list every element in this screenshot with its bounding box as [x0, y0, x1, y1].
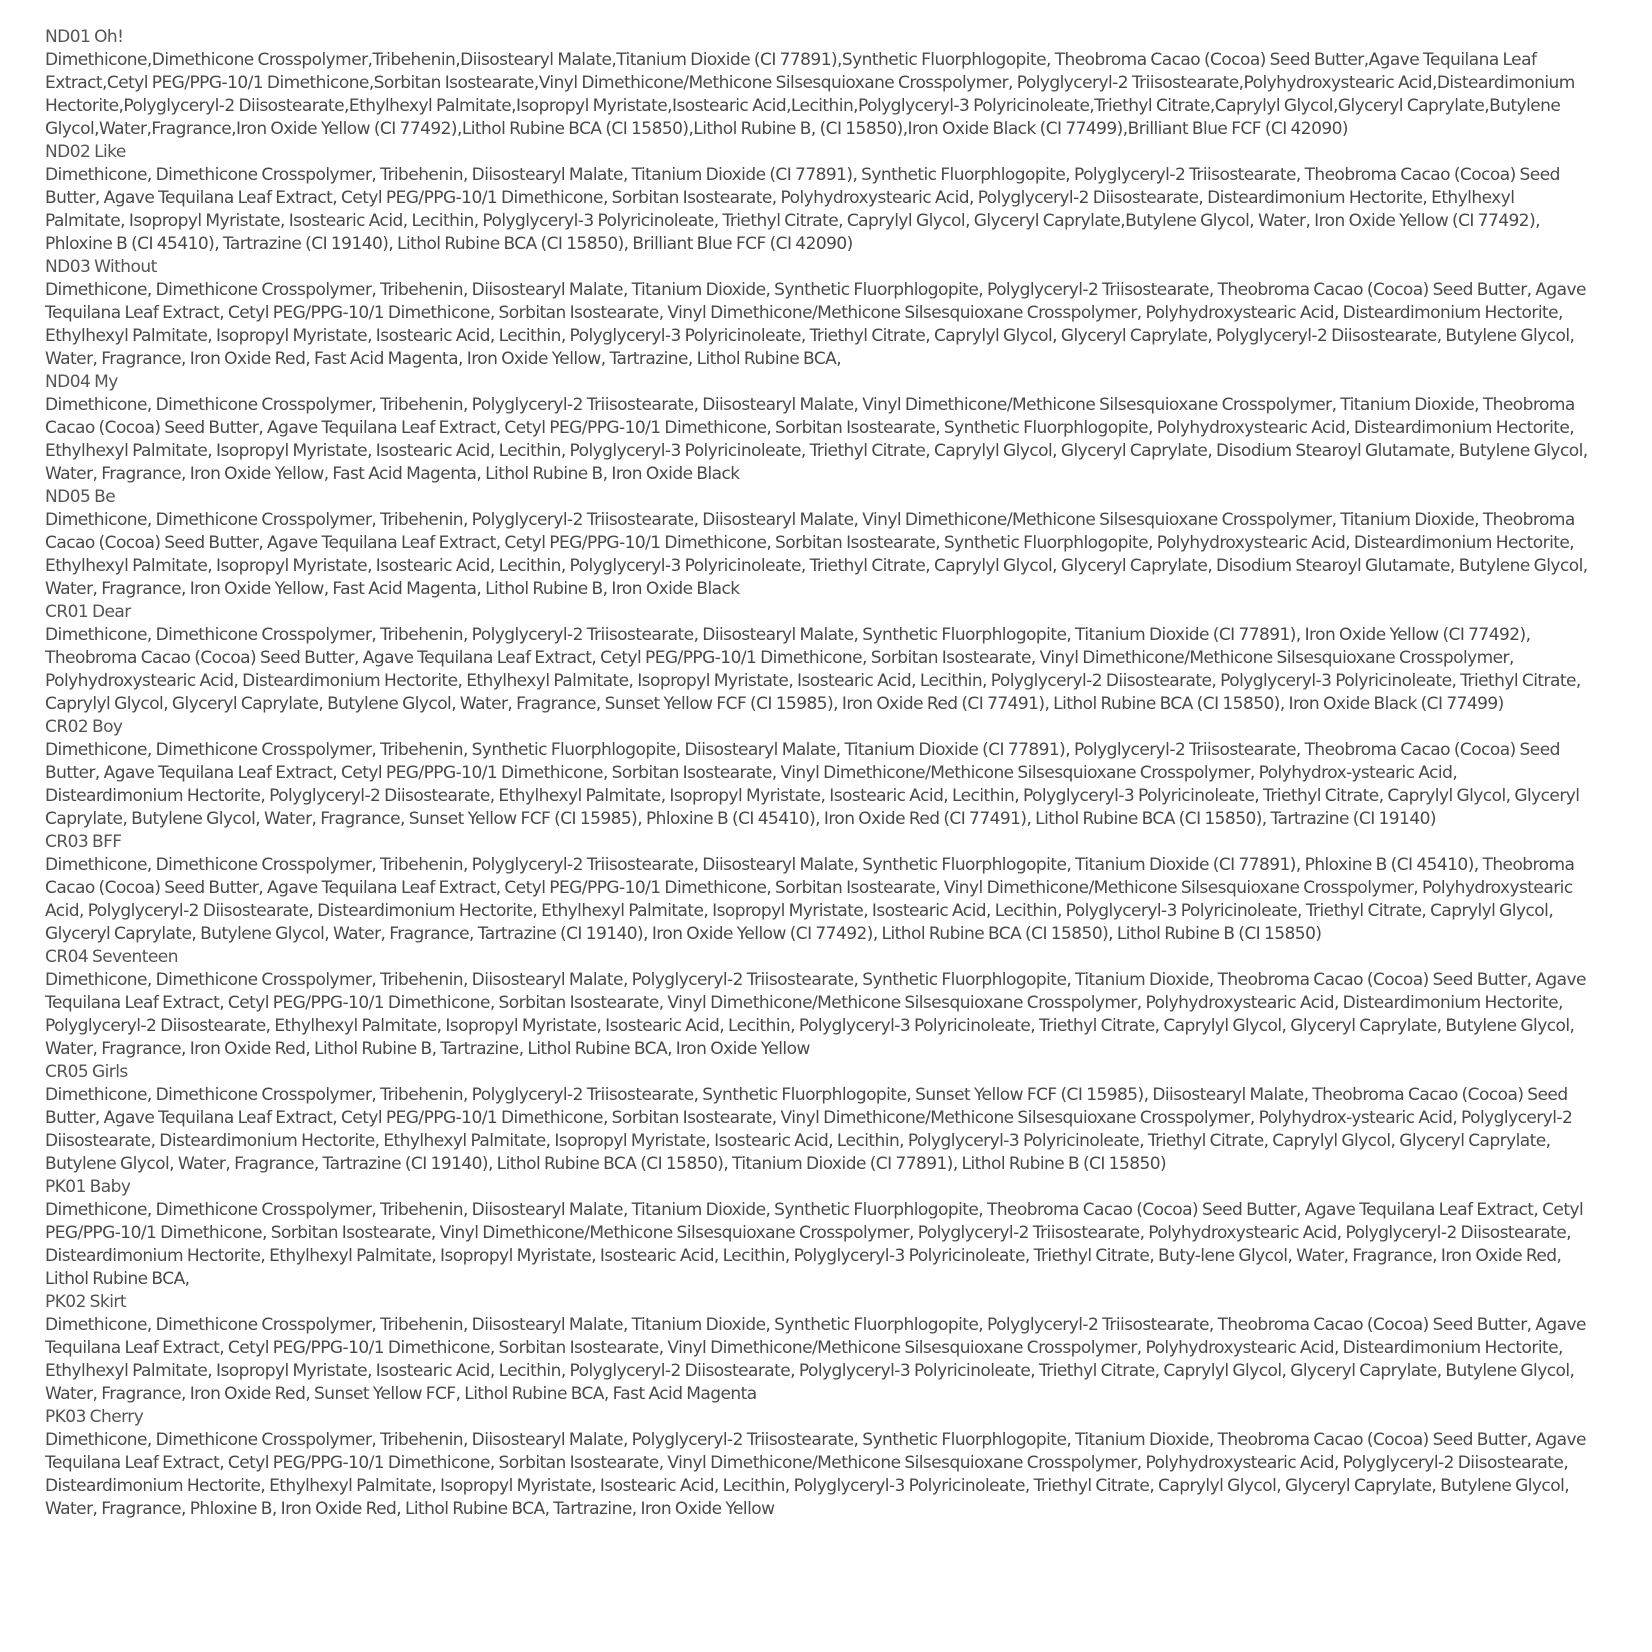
- ingredient-list: Dimethicone, Dimethicone Crosspolymer, Tribehenin, Polyglyceryl-2 Triisostearate, Diisostearyl Malate, Synthetic Fluorphlogopite, Titanium Dioxide (CI 77891), Iron Oxide Yellow (CI 77492), Theobroma Cacao (Cocoa) Seed Butter, Agave Tequilana Leaf Extract, Cetyl PEG/PPG-10/1 Dimethicone, Sorbitan Isostearate, Vinyl Dimethicone/Methicone Silsesquioxane Crosspolymer, Polyhydroxystearic Acid, Disteardimonium Hectorite, Ethylhexyl Palmitate, Isopropyl Myristate, Isostearic Acid, Lecithin, Polyglyceryl-2 Diisostearate, Polyglyceryl-3 Polyricinoleate, Triethyl Citrate, Caprylyl Glycol, Glyceryl Caprylate, Butylene Glycol, Water, Fragrance, Sunset Yellow FCF (CI 15985), Iron Oxide Red (CI 77491), Lithol Rubine BCA (CI 15850), Iron Oxide Black (CI 77499): [45, 625, 1581, 714]
- ingredient-list-document: [45, 26, 1590, 1521]
- shade-entry-cr01: [45, 601, 1590, 716]
- ingredient-list: Dimethicone, Dimethicone Crosspolymer, Tribehenin, Diisostearyl Malate, Polyglyceryl-2 Triisostearate, Synthetic Fluorphlogopite, Titanium Dioxide, Theobroma Cacao (Cocoa) Seed Butter, Agave Tequilana Leaf Extract, Cetyl PEG/PPG-10/1 Dimethicone, Sorbitan Isostearate, Vinyl Dimethicone/Methicone Silsesquioxane Crosspolymer, Polyhydroxystearic Acid, Polyglyceryl-2 Diisostearate, Disteardimonium Hectorite, Ethylhexyl Palmitate, Isopropyl Myristate, Isostearic Acid, Lecithin, Polyglyceryl-3 Polyricinoleate, Triethyl Citrate, Caprylyl Glycol, Glyceryl Caprylate, Butylene Glycol, Water, Fragrance, Phloxine B, Iron Oxide Red, Lithol Rubine BCA, Tartrazine, Iron Oxide Yellow: [45, 1430, 1586, 1519]
- shade-name: PK01 Baby: [45, 1177, 131, 1197]
- ingredient-list: Dimethicone, Dimethicone Crosspolymer, Tribehenin, Diisostearyl Malate, Titanium Dioxide, Synthetic Fluorphlogopite, Polyglyceryl-2 Triisostearate, Theobroma Cacao (Cocoa) Seed Butter, Agave Tequilana Leaf Extract, Cetyl PEG/PPG-10/1 Dimethicone, Sorbitan Isostearate, Vinyl Dimethicone/Methicone Silsesquioxane Crosspolymer, Polyhydroxystearic Acid, Disteardimonium Hectorite, Ethylhexyl Palmitate, Isopropyl Myristate, Isostearic Acid, Lecithin, Polyglyceryl-3 Polyricinoleate, Triethyl Citrate, Caprylyl Glycol, Glyceryl Caprylate, Polyglyceryl-2 Diisostearate, Butylene Glycol, Water, Fragrance, Iron Oxide Red, Fast Acid Magenta, Iron Oxide Yellow, Tartrazine, Lithol Rubine BCA,: [45, 280, 1586, 369]
- shade-entry-nd02: [45, 141, 1590, 256]
- ingredient-list: Dimethicone, Dimethicone Crosspolymer, Tribehenin, Polyglyceryl-2 Triisostearate, Diisostearyl Malate, Synthetic Fluorphlogopite, Titanium Dioxide (CI 77891), Phloxine B (CI 45410), Theobroma Cacao (Cocoa) Seed Butter, Agave Tequilana Leaf Extract, Cetyl PEG/PPG-10/1 Dimethicone, Sorbitan Isostearate, Vinyl Dimethicone/Methicone Silsesquioxane Crosspolymer, Polyhydroxystearic Acid, Polyglyceryl-2 Diisostearate, Disteardimonium Hectorite, Ethylhexyl Palmitate, Isopropyl Myristate, Isostearic Acid, Lecithin, Polyglyceryl-3 Polyricinoleate, Triethyl Citrate, Caprylyl Glycol, Glyceryl Caprylate, Butylene Glycol, Water, Fragrance, Tartrazine (CI 19140), Iron Oxide Yellow (CI 77492), Lithol Rubine BCA (CI 15850), Lithol Rubine B (CI 15850): [45, 855, 1575, 944]
- shade-entry-pk02: [45, 1291, 1590, 1406]
- ingredient-list: Dimethicone, Dimethicone Crosspolymer, Tribehenin, Diisostearyl Malate, Titanium Dioxide, Synthetic Fluorphlogopite, Polyglyceryl-2 Triisostearate, Theobroma Cacao (Cocoa) Seed Butter, Agave Tequilana Leaf Extract, Cetyl PEG/PPG-10/1 Dimethicone, Sorbitan Isostearate, Vinyl Dimethicone/Methicone Silsesquioxane Crosspolymer, Polyhydroxystearic Acid, Disteardimonium Hectorite, Ethylhexyl Palmitate, Isopropyl Myristate, Isostearic Acid, Lecithin, Polyglyceryl-2 Diisostearate, Polyglyceryl-3 Polyricinoleate, Triethyl Citrate, Caprylyl Glycol, Glyceryl Caprylate, Butylene Glycol, Water, Fragrance, Iron Oxide Red, Sunset Yellow FCF, Lithol Rubine BCA, Fast Acid Magenta: [45, 1315, 1586, 1404]
- shade-entry-nd05: [45, 486, 1590, 601]
- shade-entry-nd03: [45, 256, 1590, 371]
- shade-entry-cr05: [45, 1061, 1590, 1176]
- ingredient-list: Dimethicone, Dimethicone Crosspolymer, Tribehenin, Polyglyceryl-2 Triisostearate, Diisostearyl Malate, Vinyl Dimethicone/Methicone Silsesquioxane Crosspolymer, Titanium Dioxide, Theobroma Cacao (Cocoa) Seed Butter, Agave Tequilana Leaf Extract, Cetyl PEG/PPG-10/1 Dimethicone, Sorbitan Isostearate, Synthetic Fluorphlogopite, Polyhydroxystearic Acid, Disteardimonium Hectorite, Ethylhexyl Palmitate, Isopropyl Myristate, Isostearic Acid, Lecithin, Polyglyceryl-3 Polyricinoleate, Triethyl Citrate, Caprylyl Glycol, Glyceryl Caprylate, Disodium Stearoyl Glutamate, Butylene Glycol, Water, Fragrance, Iron Oxide Yellow, Fast Acid Magenta, Lithol Rubine B, Iron Oxide Black: [45, 395, 1588, 484]
- shade-name: CR02 Boy: [45, 717, 123, 737]
- shade-name: PK02 Skirt: [45, 1292, 126, 1312]
- ingredient-list: Dimethicone, Dimethicone Crosspolymer, Tribehenin, Diisostearyl Malate, Titanium Dioxide, Synthetic Fluorphlogopite, Theobroma Cacao (Cocoa) Seed Butter, Agave Tequilana Leaf Extract, Cetyl PEG/PPG-10/1 Dimethicone, Sorbitan Isostearate, Vinyl Dimethicone/Methicone Silsesquioxane Crosspolymer, Polyglyceryl-2 Triisostearate, Polyhydroxystearic Acid, Polyglyceryl-2 Diisostearate, Disteardimonium Hectorite, Ethylhexyl Palmitate, Isopropyl Myristate, Isostearic Acid, Lecithin, Polyglyceryl-3 Polyricinoleate, Triethyl Citrate, Buty-lene Glycol, Water, Fragrance, Iron Oxide Red, Lithol Rubine BCA,: [45, 1200, 1584, 1289]
- shade-name: ND02 Like: [45, 142, 126, 162]
- shade-name: CR01 Dear: [45, 602, 131, 622]
- shade-name: ND01 Oh!: [45, 27, 124, 47]
- shade-entry-cr02: [45, 716, 1590, 831]
- ingredient-list: Dimethicone, Dimethicone Crosspolymer, Tribehenin, Polyglyceryl-2 Triisostearate, Diisostearyl Malate, Vinyl Dimethicone/Methicone Silsesquioxane Crosspolymer, Titanium Dioxide, Theobroma Cacao (Cocoa) Seed Butter, Agave Tequilana Leaf Extract, Cetyl PEG/PPG-10/1 Dimethicone, Sorbitan Isostearate, Synthetic Fluorphlogopite, Polyhydroxystearic Acid, Disteardimonium Hectorite, Ethylhexyl Palmitate, Isopropyl Myristate, Isostearic Acid, Lecithin, Polyglyceryl-3 Polyricinoleate, Triethyl Citrate, Caprylyl Glycol, Glyceryl Caprylate, Disodium Stearoyl Glutamate, Butylene Glycol, Water, Fragrance, Iron Oxide Yellow, Fast Acid Magenta, Lithol Rubine B, Iron Oxide Black: [45, 510, 1588, 599]
- ingredient-list: Dimethicone,Dimethicone Crosspolymer,Tribehenin,Diisostearyl Malate,Titanium Dioxide (CI 77891),Synthetic Fluorphlogopite, Theobroma Cacao (Cocoa) Seed Butter,Agave Tequilana Leaf Extract,Cetyl PEG/PPG-10/1 Dimethicone,Sorbitan Isostearate,Vinyl Dimethicone/Methicone Silsesquioxane Crosspolymer, Polyglyceryl-2 Triisostearate,Polyhydroxystearic Acid,Disteardimonium Hectorite,Polyglyceryl-2 Diisostearate,Ethylhexyl Palmitate,Isopropyl Myristate,Isostearic Acid,Lecithin,Polyglyceryl-3 Polyricinoleate,Triethyl Citrate,Caprylyl Glycol,Glyceryl Caprylate,Butylene Glycol,Water,Fragrance,Iron Oxide Yellow (CI 77492),Lithol Rubine BCA (CI 15850),Lithol Rubine B, (CI 15850),Iron Oxide Black (CI 77499),Brilliant Blue FCF (CI 42090): [45, 50, 1575, 139]
- shade-name: CR05 Girls: [45, 1062, 128, 1082]
- shade-entry-cr03: [45, 831, 1590, 946]
- shade-name: PK03 Cherry: [45, 1407, 144, 1427]
- ingredient-list: Dimethicone, Dimethicone Crosspolymer, Tribehenin, Synthetic Fluorphlogopite, Diisostearyl Malate, Titanium Dioxide (CI 77891), Polyglyceryl-2 Triisostearate, Theobroma Cacao (Cocoa) Seed Butter, Agave Tequilana Leaf Extract, Cetyl PEG/PPG-10/1 Dimethicone, Sorbitan Isostearate, Vinyl Dimethicone/Methicone Silsesquioxane Crosspolymer, Polyhydrox-ystearic Acid, Disteardimonium Hectorite, Polyglyceryl-2 Diisostearate, Ethylhexyl Palmitate, Isopropyl Myristate, Isostearic Acid, Lecithin, Polyglyceryl-3 Polyricinoleate, Triethyl Citrate, Caprylyl Glycol, Glyceryl Caprylate, Butylene Glycol, Water, Fragrance, Sunset Yellow FCF (CI 15985), Phloxine B (CI 45410), Iron Oxide Red (CI 77491), Lithol Rubine BCA (CI 15850), Tartrazine (CI 19140): [45, 740, 1580, 829]
- shade-name: ND03 Without: [45, 257, 157, 277]
- shade-name: ND05 Be: [45, 487, 116, 507]
- ingredient-list: Dimethicone, Dimethicone Crosspolymer, Tribehenin, Diisostearyl Malate, Titanium Dioxide (CI 77891), Synthetic Fluorphlogopite, Polyglyceryl-2 Triisostearate, Theobroma Cacao (Cocoa) Seed Butter, Agave Tequilana Leaf Extract, Cetyl PEG/PPG-10/1 Dimethicone, Sorbitan Isostearate, Polyhydroxystearic Acid, Polyglyceryl-2 Diisostearate, Disteardimonium Hectorite, Ethylhexyl Palmitate, Isopropyl Myristate, Isostearic Acid, Lecithin, Polyglyceryl-3 Polyricinoleate, Triethyl Citrate, Caprylyl Glycol, Glyceryl Caprylate,Butylene Glycol, Water, Iron Oxide Yellow (CI 77492), Phloxine B (CI 45410), Tartrazine (CI 19140), Lithol Rubine BCA (CI 15850), Brilliant Blue FCF (CI 42090): [45, 165, 1560, 254]
- shade-entry-nd01: [45, 26, 1590, 141]
- shade-entry-cr04: [45, 946, 1590, 1061]
- shade-entry-nd04: [45, 371, 1590, 486]
- shade-entry-pk03: [45, 1406, 1590, 1521]
- shade-entry-pk01: [45, 1176, 1590, 1291]
- shade-name: ND04 My: [45, 372, 118, 392]
- shade-name: CR03 BFF: [45, 832, 122, 852]
- ingredient-list: Dimethicone, Dimethicone Crosspolymer, Tribehenin, Polyglyceryl-2 Triisostearate, Synthetic Fluorphlogopite, Sunset Yellow FCF (CI 15985), Diisostearyl Malate, Theobroma Cacao (Cocoa) Seed Butter, Agave Tequilana Leaf Extract, Cetyl PEG/PPG-10/1 Dimethicone, Sorbitan Isostearate, Vinyl Dimethicone/Methicone Silsesquioxane Crosspolymer, Polyhydrox-ystearic Acid, Polyglyceryl-2 Diisostearate, Disteardimonium Hectorite, Ethylhexyl Palmitate, Isopropyl Myristate, Isostearic Acid, Lecithin, Polyglyceryl-3 Polyricinoleate, Triethyl Citrate, Caprylyl Glycol, Glyceryl Caprylate, Butylene Glycol, Water, Fragrance, Tartrazine (CI 19140), Lithol Rubine BCA (CI 15850), Titanium Dioxide (CI 77891), Lithol Rubine B (CI 15850): [45, 1085, 1573, 1174]
- shade-name: CR04 Seventeen: [45, 947, 178, 967]
- ingredient-list: Dimethicone, Dimethicone Crosspolymer, Tribehenin, Diisostearyl Malate, Polyglyceryl-2 Triisostearate, Synthetic Fluorphlogopite, Titanium Dioxide, Theobroma Cacao (Cocoa) Seed Butter, Agave Tequilana Leaf Extract, Cetyl PEG/PPG-10/1 Dimethicone, Sorbitan Isostearate, Vinyl Dimethicone/Methicone Silsesquioxane Crosspolymer, Polyhydroxystearic Acid, Disteardimonium Hectorite, Polyglyceryl-2 Diisostearate, Ethylhexyl Palmitate, Isopropyl Myristate, Isostearic Acid, Lecithin, Polyglyceryl-3 Polyricinoleate, Triethyl Citrate, Caprylyl Glycol, Glyceryl Caprylate, Butylene Glycol, Water, Fragrance, Iron Oxide Red, Lithol Rubine B, Tartrazine, Lithol Rubine BCA, Iron Oxide Yellow: [45, 970, 1586, 1059]
